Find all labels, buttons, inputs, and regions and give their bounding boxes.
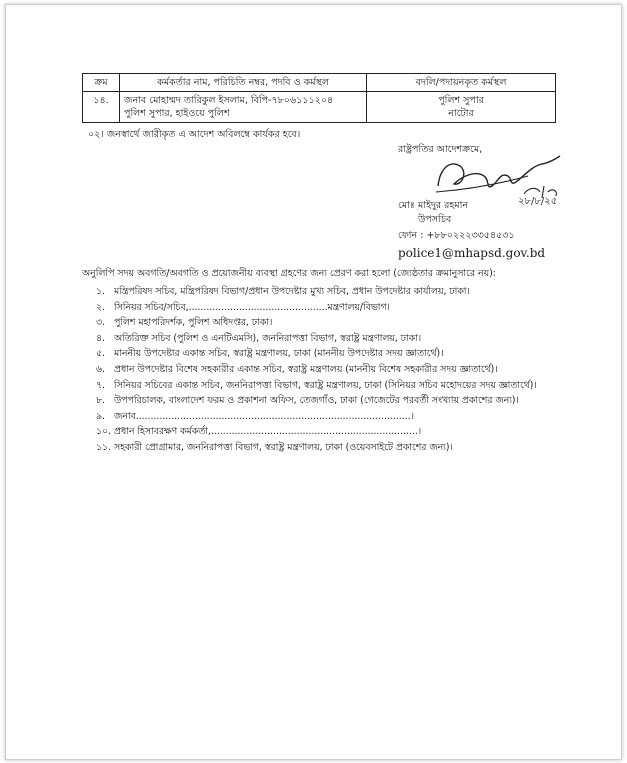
list-item-number: ২. — [96, 301, 105, 313]
by-order-text: রাষ্ট্রপতির আদেশক্রমে, — [398, 144, 483, 155]
list-item-text: সিনিয়র সচিবের একান্ত সচিব, জননিরাপত্তা বিভাগ, স্বরাষ্ট্র মন্ত্রণালয়, ঢাকা (সিনিয়র সচিব মহোদয়ের সদয় জ্ঞাতার্থে)। — [114, 379, 537, 391]
list-item — [96, 424, 537, 440]
list-item-number: ৫. — [96, 348, 105, 360]
table-header-row — [83, 74, 556, 92]
list-item-number: ৭. — [96, 379, 105, 391]
list-item-number: ৩. — [96, 317, 105, 329]
list-item-number: ১১. — [96, 441, 112, 453]
copy-distribution-intro: অনুলিপি সদয় অবগতি/অবগতি ও প্রয়োজনীয় ব্যবস্থা গ্রহণের জন্য প্রেরণ করা হলো (জ্যেষ্ঠতার ক্রমানুসারে নয়): — [82, 268, 496, 279]
list-item-text: অতিরিক্ত সচিব (পুলিশ ও এনটিএমসি), জননিরাপত্তা বিভাগ, স্বরাষ্ট্র মন্ত্রণালয়, ঢাকা। — [114, 332, 422, 344]
paragraph-02: ০২। জনস্বার্থে জারীকৃত এ আদেশ অবিলম্বে কার্যকর হবে। — [88, 129, 301, 140]
list-item-text: জনাব.............................................................................................। — [114, 410, 414, 422]
list-item-text: মন্ত্রিপরিষদ সচিব, মন্ত্রিপরিষদ বিভাগ/প্রধান উপদেষ্টার মুখ্য সচিব, প্রধান উপদেষ্টার কার্যালয়, ঢাকা। — [114, 286, 470, 297]
signatory-name: মোঃ মাইদুর রহমান — [398, 200, 469, 211]
list-item-text: সহকারী প্রোগ্রামার, জননিরাপত্তা বিভাগ, স্বরাষ্ট্র মন্ত্রণালয়, ঢাকা (ওয়েবসাইটে প্রকাশের জন্য)। — [114, 441, 453, 453]
list-item — [96, 346, 537, 362]
signature-date: ২৮/৮/২৫ — [518, 196, 558, 207]
row-posting — [367, 92, 556, 123]
officer-name: জনাব মোহাম্মদ তারিকুল ইসলাম, বিপি-৭৮০৬১১১২০৪ — [124, 95, 334, 106]
list-item-number: ১০. — [96, 426, 112, 438]
list-item — [96, 393, 537, 409]
row-serial: ১৪. — [83, 92, 120, 123]
header-officer: কর্মকর্তার নাম, পরিচিতি নম্বর, পদবি ও কর্মস্থল — [120, 74, 367, 92]
posting-designation: পুলিশ সুপার — [438, 95, 484, 106]
list-item-text: উপপরিচালক, বাংলাদেশ ফরম ও প্রকাশনা অফিস, তেজগাঁও, ঢাকা (গেজেটের পরবর্তী সংখ্যায় প্রকাশের জন্য)। — [114, 395, 519, 407]
list-item-number: ৮. — [96, 395, 105, 407]
list-item-number: ৯. — [96, 410, 105, 422]
list-item-text: প্রধান উপদেষ্টার বিশেষ সহকারীর একান্ত সচিব, স্বরাষ্ট্র মন্ত্রণালয় (মাননীয় বিশেষ সহকারীর সদয় জ্ঞাতার্থে)। — [114, 363, 498, 375]
transfer-table — [82, 73, 556, 123]
list-item — [96, 362, 537, 378]
header-serial: ক্রম — [83, 74, 120, 92]
list-item — [96, 284, 537, 300]
list-item — [96, 331, 537, 347]
list-item — [96, 409, 537, 425]
list-item-number: ৪. — [96, 332, 105, 344]
list-item — [96, 378, 537, 394]
signatory-email[interactable]: police1@mhapsd.gov.bd — [398, 246, 546, 260]
table-row — [83, 92, 556, 123]
officer-current-post: পুলিশ সুপার, হাইওয়ে পুলিশ — [124, 108, 230, 119]
list-item-text: পুলিশ মহাপরিদর্শক, পুলিশ অধিদপ্তর, ঢাকা। — [114, 317, 273, 329]
list-item-text: সিনিয়র সচিব/সচিব,...............................................মন্ত্রণালয়/বিভাগ। — [114, 301, 390, 313]
list-item — [96, 300, 537, 316]
list-item — [96, 315, 537, 331]
list-item-text: মাননীয় উপদেষ্টার একান্ত সচিব, স্বরাষ্ট্র মন্ত্রণালয়, ঢাকা (মাননীয় উপদেষ্টার সদয় জ্ঞাতার্থে)। — [114, 348, 444, 360]
signatory-designation: উপসচিব — [418, 214, 452, 225]
posting-place: নাটোর — [448, 108, 474, 119]
list-item-text: প্রধান হিসাবরক্ষণ কর্মকর্তা,......................................................................। — [114, 426, 422, 438]
header-posting: বদলি/পদায়নকৃত কর্মস্থল — [367, 74, 556, 92]
copy-distribution-list — [96, 284, 537, 456]
list-item — [96, 440, 537, 456]
list-item-number: ১. — [96, 286, 105, 297]
signatory-phone: ফোন : +৮৮০২২২৩৩৫৪৫৩১ — [398, 230, 515, 241]
list-item-number: ৬. — [96, 363, 105, 375]
row-officer — [120, 92, 367, 123]
